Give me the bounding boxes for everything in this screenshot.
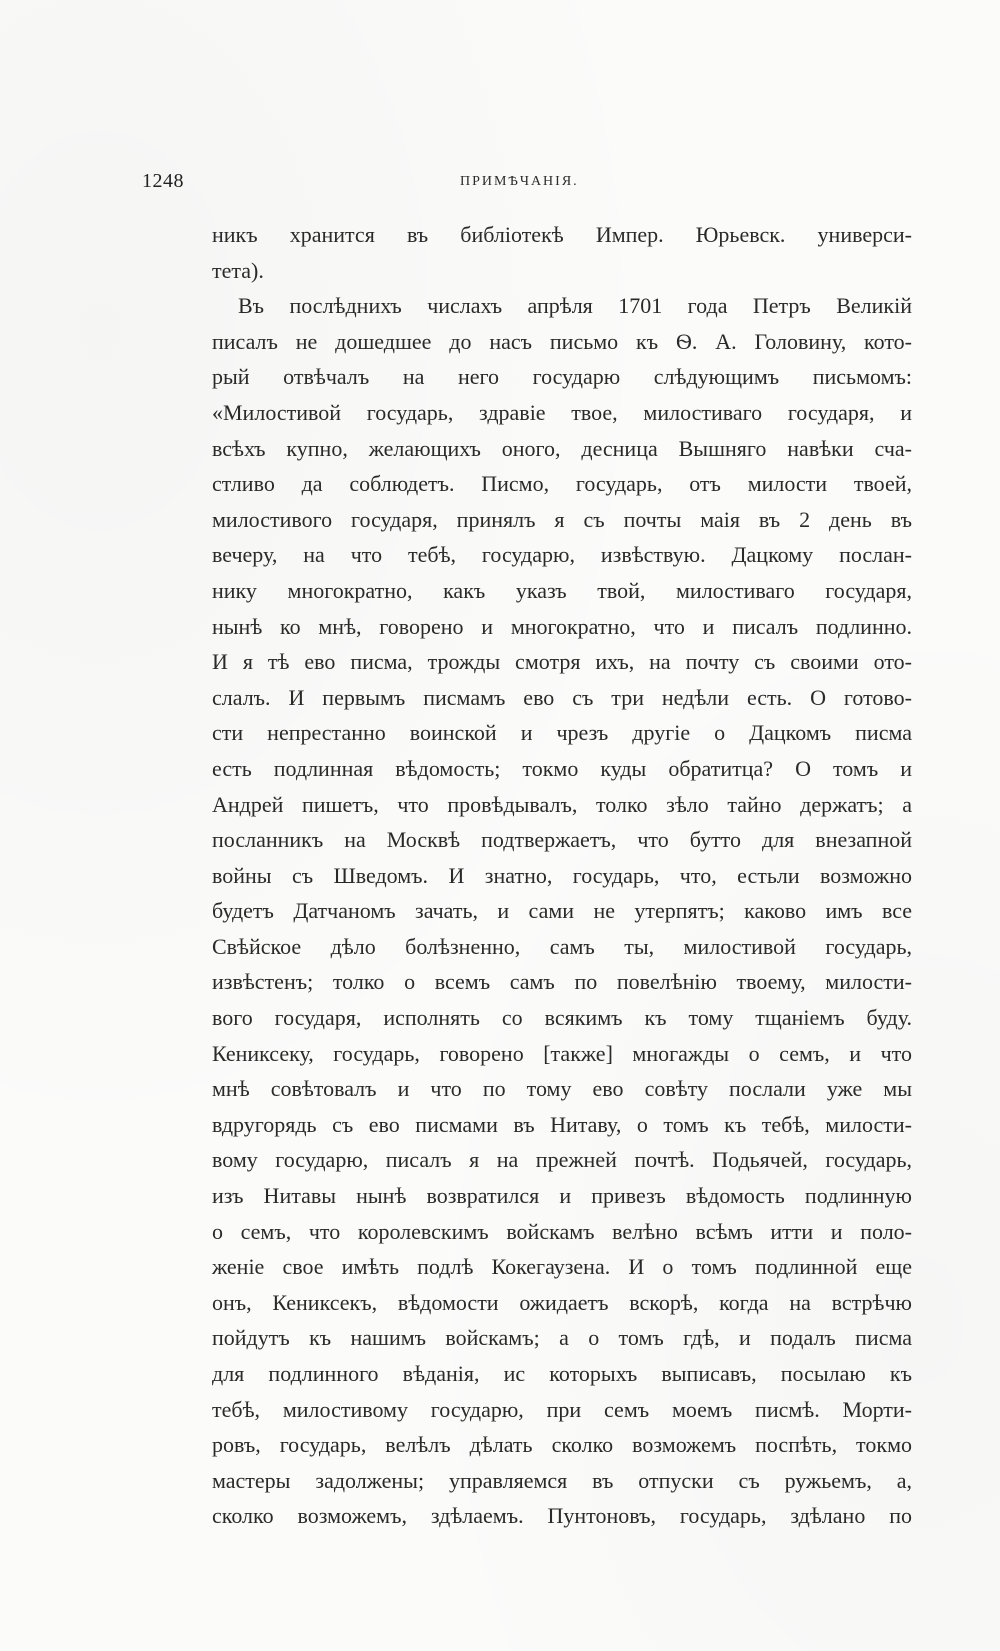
text-line: стливо да соблюдетъ. Писмо, государь, отъ милости твоей, [212,471,912,497]
text-line: тета). [212,257,264,283]
text-line: Андрей пишетъ, что провѣдывалъ, толко зѣло тайно держатъ; а [212,791,912,817]
text-line: И я тѣ ево писма, трожды смотря ихъ, на почту съ своими ото- [212,649,912,675]
text-line: будетъ Датчаномъ зачать, и сами не утерпятъ; каково имъ все [212,898,912,924]
text-line: никъ хранится въ библіотекѣ Импер. Юрьевск. универси- [212,222,912,247]
body-text [212,217,912,1534]
page-header [142,170,910,200]
text-line: рый отвѣчалъ на него государю слѣдующимъ письмомъ: [212,364,912,390]
text-line: вому государю, писалъ я на прежней почтѣ. Подьячей, государь, [212,1147,912,1173]
text-line: писалъ не дошедшее до насъ письмо къ Ѳ. А. Головину, кото- [212,328,912,354]
text-line: извѣстенъ; толко о всемъ самъ по повелѣнію твоему, милости- [212,969,912,995]
page-number: 1248 [142,170,184,192]
text-line: Въ послѣднихъ числахъ апрѣля 1701 года Петръ Великій [238,293,912,319]
text-line: войны съ Шведомъ. И знатно, государь, что, естьли возможно [212,862,912,888]
text-line: посланникъ на Москвѣ подтвержаетъ, что бутто для внезапной [212,827,912,853]
text-line: Свѣйское дѣло болѣзненно, самъ ты, милостивой государь, [212,933,912,959]
text-line: ровъ, государь, велѣлъ дѣлать сколко возможемъ поспѣть, токмо [212,1432,912,1458]
text-line: для подлинного вѣданія, ис которыхъ выписавъ, посылаю къ [212,1361,912,1386]
text-line: вого государя, исполнять со всякимъ къ тому тщаніемъ буду. [212,1005,912,1031]
text-line: нику многократно, какъ указъ твой, милостиваго государя, [212,577,912,603]
text-line: мнѣ совѣтовалъ и что по тому ево совѣту послали уже мы [212,1076,912,1102]
text-line: сти непрестанно воинской и чрезъ другіе о Дацкомъ писма [212,720,912,746]
text-line: «Милостивой государь, здравіе твое, милостиваго государя, и [212,399,912,425]
running-head: ПРИМѢЧАНІЯ. [460,174,579,189]
text-line: сколко возможемъ, здѣлаемъ. Пунтоновъ, государь, здѣлано по [212,1503,912,1529]
text-line: изъ Нитавы нынѣ возвратился и привезъ вѣдомость подлинную [212,1183,912,1209]
text-line: слалъ. И первымъ писмамъ ево съ три недѣли есть. О готово- [212,684,912,710]
text-line: женіе свое имѣть подлѣ Кокегаузена. И о томъ подлинной еще [212,1254,912,1280]
text-line: есть подлинная вѣдомость; токмо куды обратитца? О томъ и [212,755,912,781]
text-line: милостивого государя, принялъ я съ почты маія въ 2 день въ [212,506,912,532]
text-line: онъ, Кениксекъ, вѣдомости ожидаетъ вскорѣ, когда на встрѣчю [212,1289,912,1315]
text-line: мастеры задолжены; управляемся въ отпуски съ ружьемъ, а, [212,1467,912,1493]
text-line: о семъ, что королевскимъ войскамъ велѣно всѣмъ итти и поло- [212,1218,912,1244]
text-line: всѣхъ купно, желающихъ оного, десница Вышняго навѣки сча- [212,435,912,461]
text-line: вдругорядь съ ево писмами въ Нитаву, о томъ къ тебѣ, милости- [212,1111,912,1137]
text-line: пойдутъ къ нашимъ войскамъ; а о томъ гдѣ, и подалъ писма [212,1325,912,1351]
text-line: Кениксеку, государь, говорено [также] многажды о семъ, и что [212,1040,912,1066]
text-line: нынѣ ко мнѣ, говорено и многократно, что и писалъ подлинно. [212,613,912,639]
text-line: вечеру, на что тебѣ, государю, извѣствую. Дацкому послан- [212,542,912,568]
text-line: тебѣ, милостивому государю, при семъ моемъ писмѣ. Морти- [212,1396,912,1422]
